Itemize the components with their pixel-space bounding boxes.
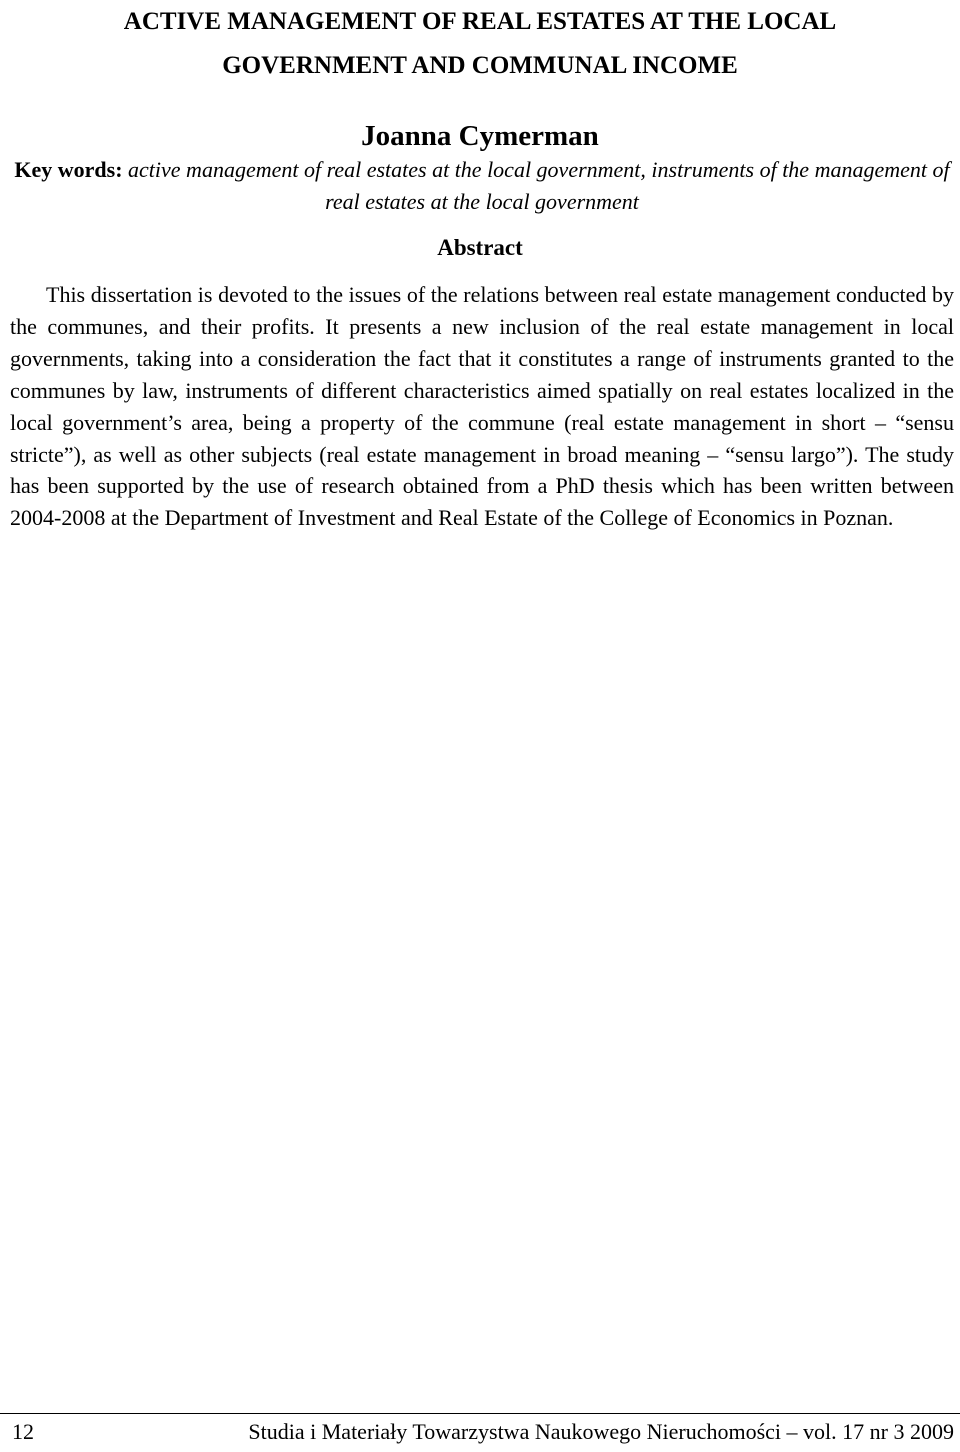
- page-number: 12: [12, 1419, 34, 1444]
- keywords-text: active management of real estates at the local government, instruments of the management of real estates at the local government: [128, 157, 950, 214]
- footer-divider: [0, 1413, 960, 1414]
- author-name: Joanna Cymerman: [361, 120, 599, 152]
- article-title: [0, 0, 960, 88]
- abstract-text: This dissertation is devoted to the issues of the relations between real estate management conducted by the communes, and their profits. It presents a new inclusion of the real estate management in local governments, taking into a consideration the fact that it constitutes a range of instruments granted to the communes by law, instruments of different characteristics aimed spatially on real estates localized in the local government’s area, being a property of the commune (real estate management in short – “sensu stricte”), as well as other subjects (real estate management in broad meaning – “sensu largo”). The study has been supported by the use of research obtained from a PhD thesis which has been written between 2004-2008 at the Department of Investment and Real Estate of the College of Economics in Poznan.: [10, 282, 954, 531]
- article-title-line-2: GOVERNMENT AND COMMUNAL INCOME: [222, 52, 738, 79]
- keywords: [10, 154, 954, 218]
- keywords-label: Key words:: [14, 157, 123, 182]
- journal-citation: Studia i Materiały Towarzystwa Naukowego Nieruchomości – vol. 17 nr 3 2009: [248, 1419, 954, 1444]
- article-title-line-1: ACTIVE MANAGEMENT OF REAL ESTATES AT THE LOCAL: [123, 8, 837, 35]
- abstract-heading: Abstract: [437, 235, 523, 260]
